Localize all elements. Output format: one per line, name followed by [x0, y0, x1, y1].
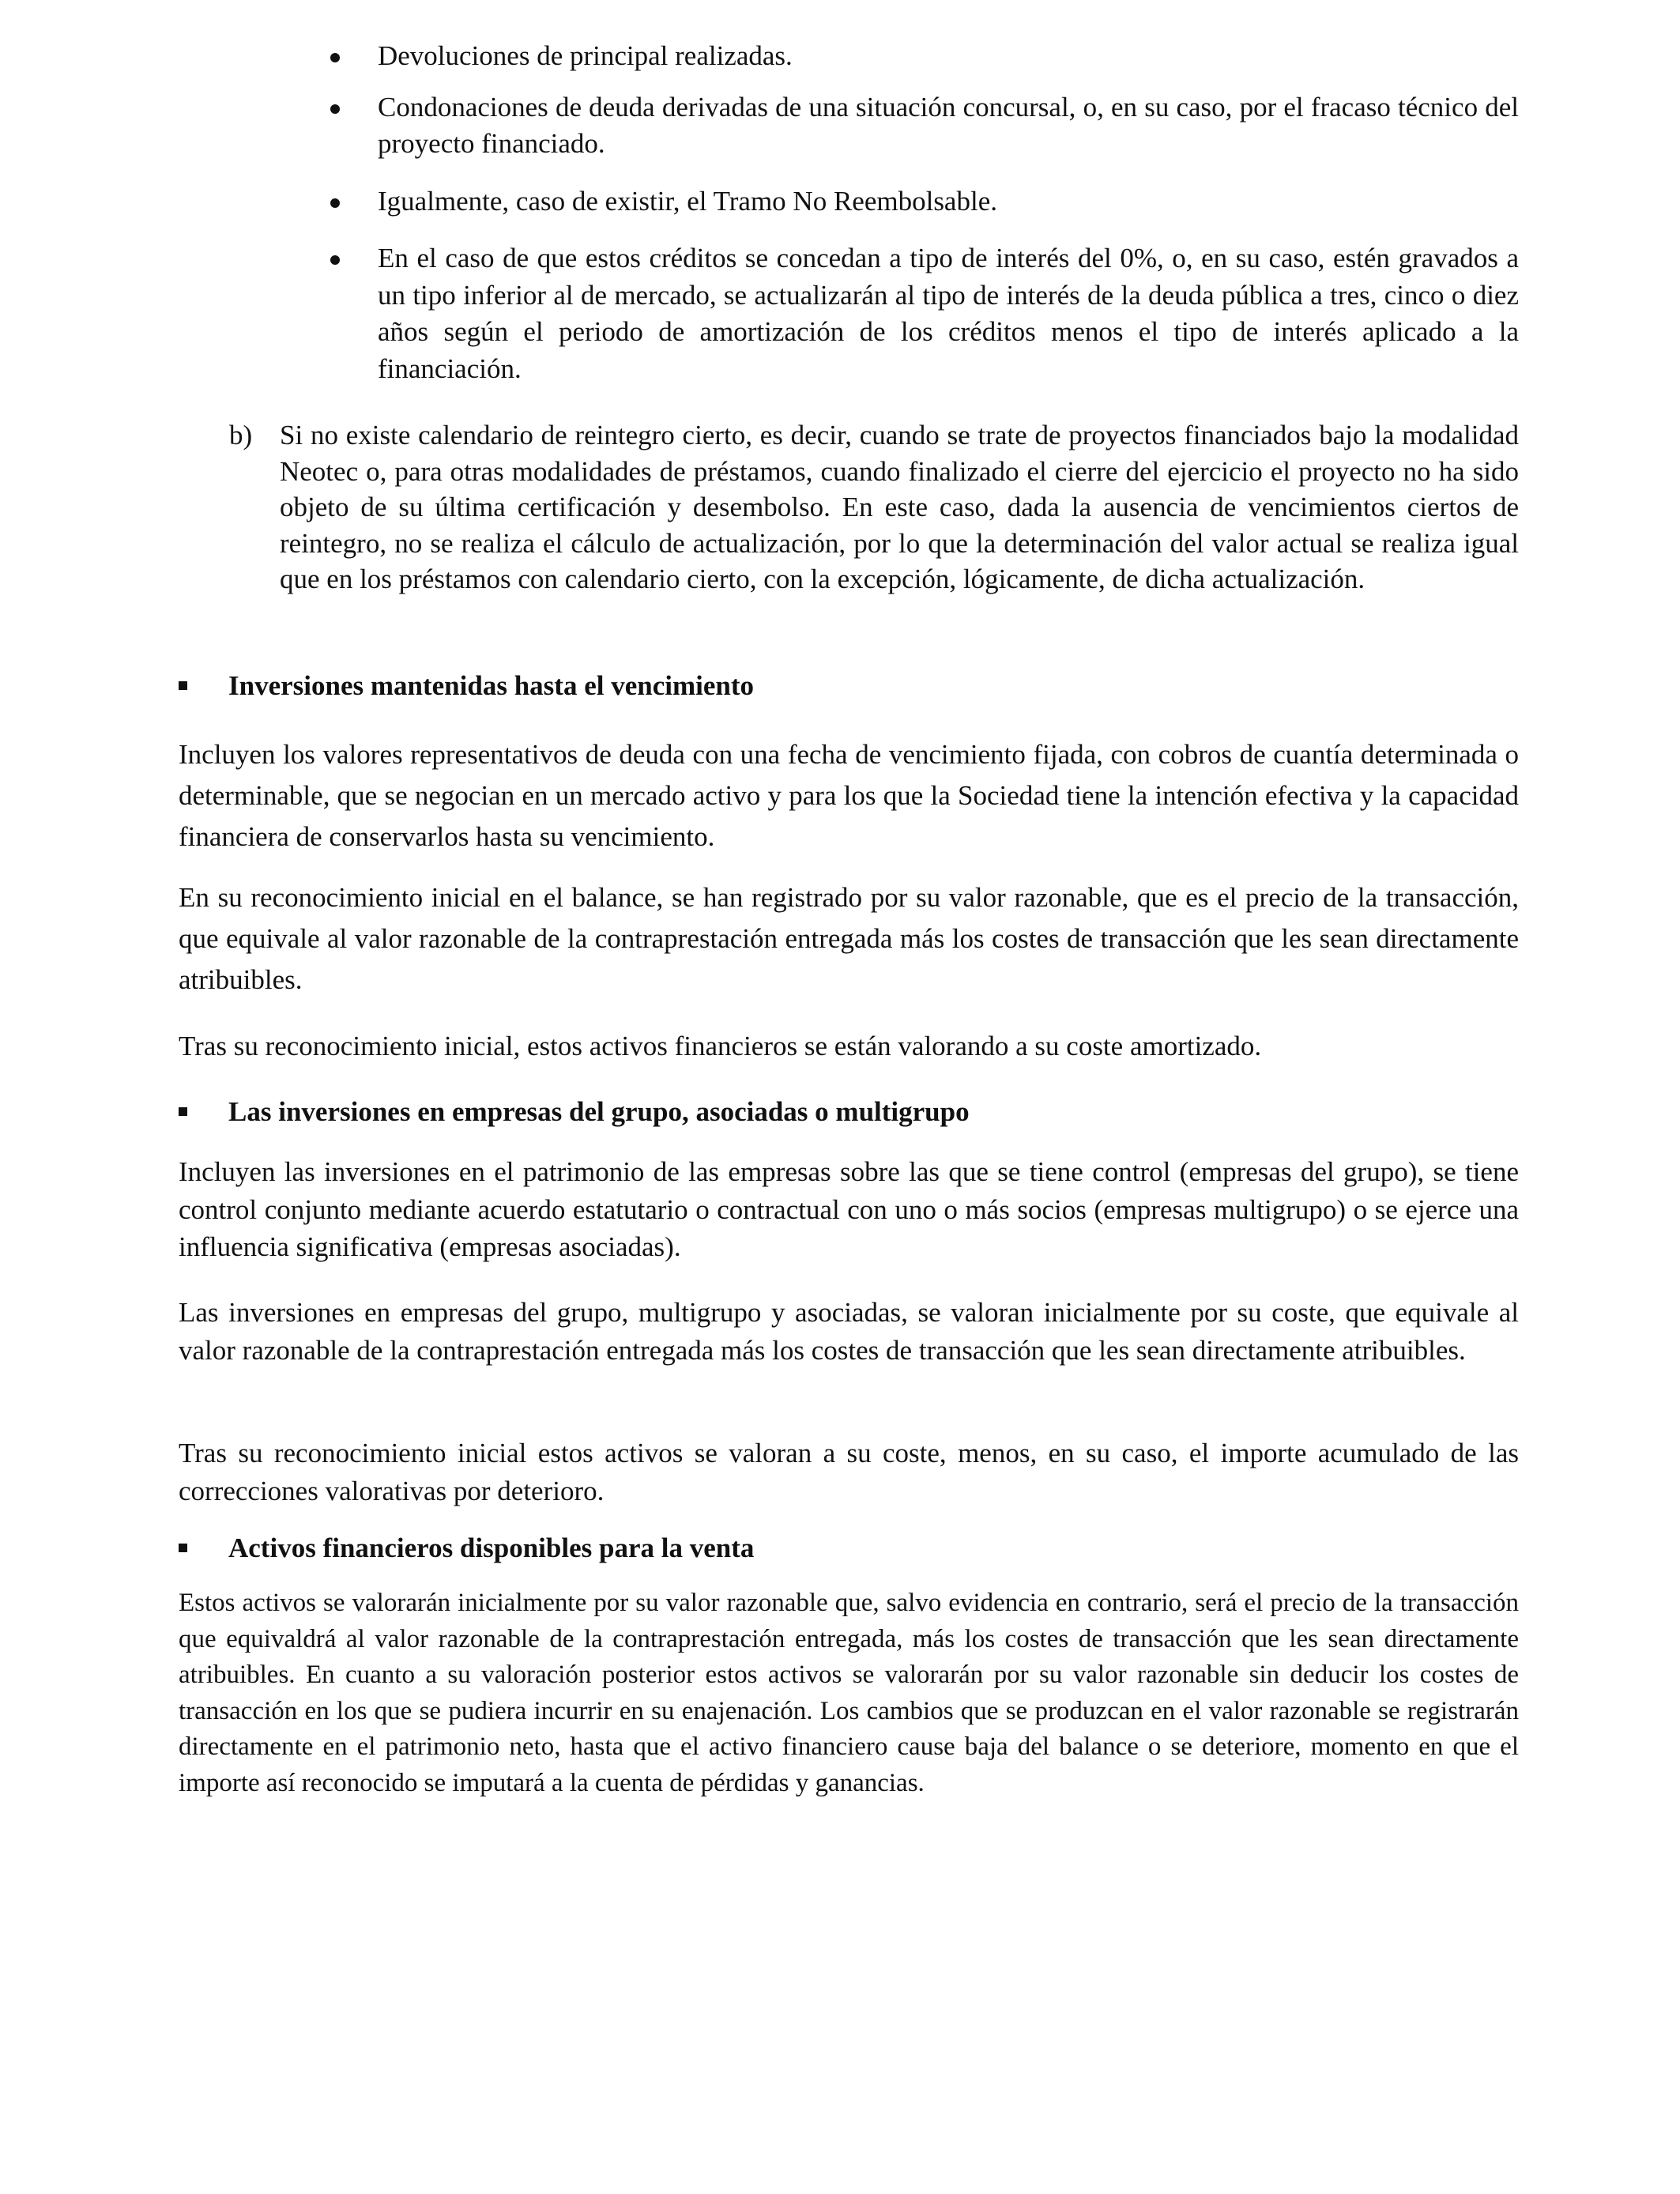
bullet-dot-icon — [330, 53, 340, 62]
bullet-dot-icon — [330, 104, 340, 114]
paragraph: Incluyen los valores representativos de deuda con una fecha de vencimiento fijada, con cobros de cuantía determinada o determinable, que se negocian en un mercado activo y para los que la Sociedad tiene la intención efectiva y la capacidad financiera de conservarlos hasta su vencimiento. — [179, 739, 1519, 852]
section-heading-text: Las inversiones en empresas del grupo, asociadas o multigrupo — [228, 1096, 970, 1127]
bullet-item — [378, 240, 1519, 387]
bullet-item — [378, 89, 1519, 163]
bullet-dot-icon — [330, 198, 340, 208]
paragraph: Las inversiones en empresas del grupo, multigrupo y asociadas, se valoran inicialmente por su coste, que equivale al valor razonable de la contraprestación entregada más los costes de transacción que les sean directamente atribuibles. — [179, 1297, 1519, 1366]
square-bullet-icon — [179, 1107, 187, 1116]
bullet-text: Condonaciones de deuda derivadas de una situación concursal, o, en su caso, por el fracaso técnico del proyecto financiado. — [378, 91, 1519, 159]
paragraph: Estos activos se valorarán inicialmente por su valor razonable que, salvo evidencia en contrario, será el precio de la transacción que equivaldrá al valor razonable de la contraprestación entregada, más los costes de transacción que les sean directamente atribuibles. En cuanto a su valoración posterior estos activos se valorarán por su valor razonable sin deducir los costes de transacción en los que se pudiera incurrir en su enajenación. Los cambios que se produzcan en el valor razonable se registrarán directamente en el patrimonio neto, hasta que el activo financiero cause baja del balance o se deteriore, momento en que el importe así reconocido se imputará a la cuenta de pérdidas y ganancias. — [179, 1589, 1519, 1797]
bullet-item — [378, 38, 1519, 75]
square-bullet-icon — [179, 681, 187, 690]
list-item-text: Si no existe calendario de reintegro cierto, es decir, cuando se trate de proyectos financiados bajo la modalidad Neotec o, para otras modalidades de préstamos, cuando finalizado el cierre del ejercicio el proyecto no ha sido objeto de su última certificación y desembolso. En este caso, dada la ausencia de vencimientos ciertos de reintegro, no se realiza el cálculo de actualización, por lo que la determinación del valor actual se realiza igual que en los préstamos con calendario cierto, con la excepción, lógicamente, de dicha actualización. — [280, 420, 1519, 594]
list-item-b — [229, 417, 1519, 598]
square-bullet-icon — [179, 1544, 187, 1552]
section-heading-text: Activos financieros disponibles para la venta — [228, 1532, 755, 1563]
paragraph: Incluyen las inversiones en el patrimonio de las empresas sobre las que se tiene control (empresas del grupo), se tiene control conjunto mediante acuerdo estatutario o contractual con uno o más socios (empresas multigrupo) o se ejerce una influencia significativa (empresas asociadas). — [179, 1156, 1519, 1262]
section-heading-text: Inversiones mantenidas hasta el vencimiento — [228, 670, 754, 701]
paragraph: En su reconocimiento inicial en el balance, se han registrado por su valor razonable, que es el precio de la transacción, que equivale al valor razonable de la contraprestación entregada más los costes de transacción que les sean directamente atribuibles. — [179, 882, 1519, 995]
paragraph: Tras su reconocimiento inicial, estos activos financieros se están valorando a su coste amortizado. — [179, 1031, 1262, 1061]
bullet-text: En el caso de que estos créditos se concedan a tipo de interés del 0%, o, en su caso, estén gravados a un tipo inferior al de mercado, se actualizarán al tipo de interés de la deuda pública a tres, cinco o diez años según el periodo de amortización de los créditos menos el tipo de interés aplicado a la financiación. — [378, 243, 1519, 384]
bullet-dot-icon — [330, 255, 340, 265]
bullet-list — [378, 38, 1519, 408]
bullet-text: Devoluciones de principal realizadas. — [378, 40, 793, 71]
list-marker: b) — [229, 420, 253, 450]
bullet-item — [378, 183, 1519, 221]
bullet-text: Igualmente, caso de existir, el Tramo No Reembolsable. — [378, 185, 997, 217]
paragraph: Tras su reconocimiento inicial estos activos se valoran a su coste, menos, en su caso, el importe acumulado de las correcciones valorativas por deterioro. — [179, 1438, 1519, 1506]
